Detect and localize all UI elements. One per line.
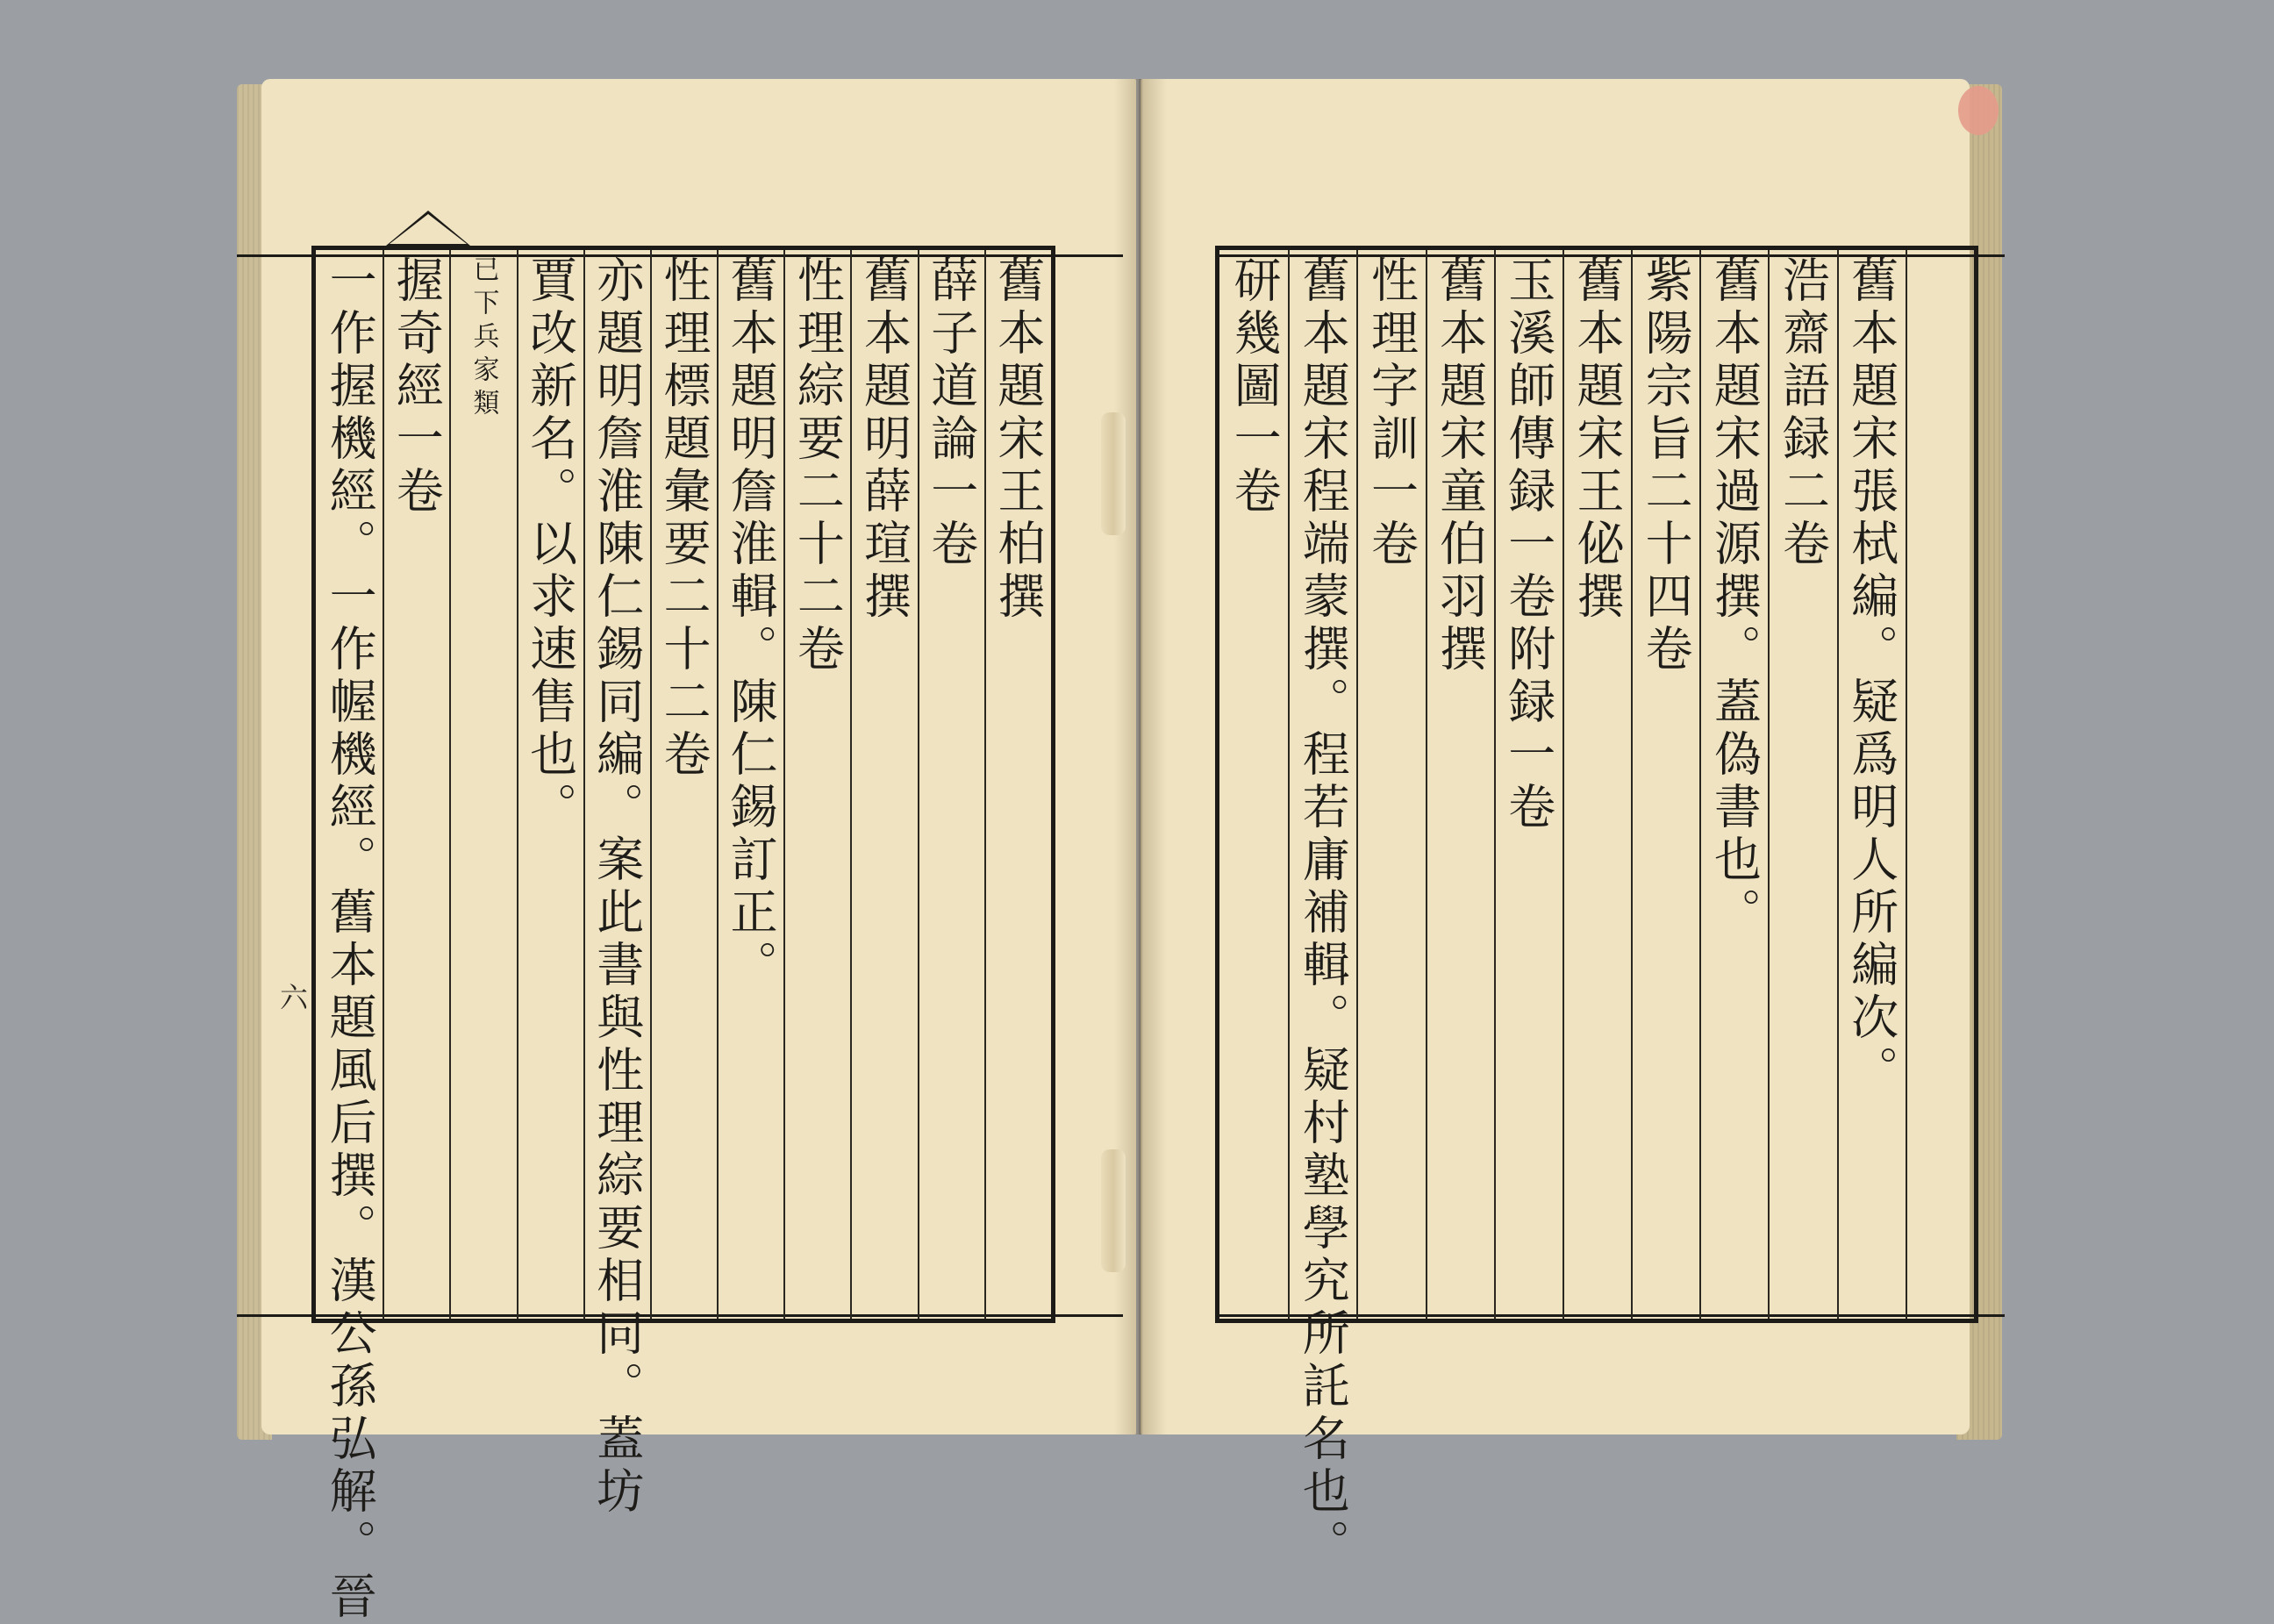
text-column	[1631, 250, 1699, 1319]
text-column	[1426, 250, 1494, 1319]
column-text: 舊本題宋過源撰。蓋偽書也。	[1706, 255, 1763, 940]
text-column	[1219, 250, 1288, 1319]
text-column	[1768, 250, 1836, 1319]
column-divider	[717, 250, 719, 1319]
binding-thread	[1101, 412, 1126, 535]
seal-stamp	[1958, 86, 1999, 135]
column-text: 紫陽宗旨二十四卷	[1638, 255, 1694, 676]
column-divider	[650, 250, 652, 1319]
right-text-frame	[1215, 246, 1978, 1571]
column-text: 舊本題宋童伯羽撰	[1432, 255, 1488, 676]
column-text: 亦題明詹淮陳仁錫同編。案此書與性理綜要相同。蓋坊	[589, 255, 645, 1519]
text-column	[316, 250, 383, 1624]
column-text: 玉溪師傳録一卷附録一卷	[1500, 255, 1556, 834]
column-text: 賈改新名。以求速售也。	[522, 255, 578, 834]
page-number: 六	[275, 983, 309, 1011]
column-divider	[1699, 250, 1701, 1319]
column-text: 舊本題宋王柏撰	[990, 255, 1046, 624]
column-text: 研幾圖一卷	[1226, 255, 1283, 519]
binding-thread	[1101, 1149, 1126, 1272]
column-divider	[918, 250, 919, 1319]
column-text: 舊本題宋程端蒙撰。程若庸補輯。疑村塾學究所託名也。	[1295, 255, 1351, 1571]
text-column	[650, 250, 717, 1319]
column-text: 握奇經一卷	[389, 255, 445, 519]
text-column	[1562, 250, 1631, 1319]
column-divider	[1426, 250, 1427, 1319]
column-text: 性理字訓一卷	[1363, 255, 1419, 571]
column-divider	[1768, 250, 1770, 1319]
column-divider	[383, 250, 384, 1319]
text-column	[1699, 250, 1768, 1319]
column-divider	[583, 250, 585, 1319]
column-text: 薛子道論一卷	[923, 255, 979, 571]
column-divider	[783, 250, 785, 1319]
column-text: 舊本題宋張栻編。疑爲明人所編次。	[1843, 255, 1899, 1098]
column-divider	[1837, 250, 1839, 1319]
column-divider	[1631, 250, 1633, 1319]
column-divider	[984, 250, 986, 1319]
headpiece-mark	[386, 211, 470, 246]
column-divider	[1494, 250, 1496, 1319]
text-column	[517, 250, 583, 1319]
column-text: 浩齋語録二卷	[1775, 255, 1831, 571]
column-text: 性理綜要二十二卷	[790, 255, 846, 676]
text-column	[1288, 250, 1356, 1571]
text-column	[1494, 250, 1562, 1319]
column-divider	[850, 250, 852, 1319]
column-text: 一作握機經。一作幄機經。舊本題風后撰。漢公孫弘解。晉	[322, 255, 378, 1624]
text-column	[1906, 250, 1974, 1319]
text-column	[1356, 250, 1425, 1319]
column-divider	[449, 250, 451, 1319]
text-column	[717, 250, 783, 1319]
text-column	[850, 250, 917, 1319]
column-text: 舊本題明詹淮輯。陳仁錫訂正。	[723, 255, 779, 992]
text-column	[449, 250, 516, 1319]
column-divider	[1356, 250, 1358, 1319]
text-column	[984, 250, 1051, 1319]
text-column	[918, 250, 984, 1319]
text-column	[1837, 250, 1906, 1319]
text-column	[583, 250, 650, 1519]
text-column	[783, 250, 850, 1319]
left-text-frame	[311, 246, 1055, 1624]
column-text: 舊本題明薛瑄撰	[856, 255, 912, 624]
column-text: 已下兵家類	[468, 255, 499, 422]
column-divider	[1288, 250, 1290, 1319]
column-divider	[517, 250, 518, 1319]
text-column	[383, 250, 449, 1319]
column-text: 舊本題宋王佖撰	[1569, 255, 1625, 624]
column-text: 性理標題彙要二十二卷	[655, 255, 712, 782]
column-divider	[1562, 250, 1564, 1319]
column-divider	[1906, 250, 1907, 1319]
